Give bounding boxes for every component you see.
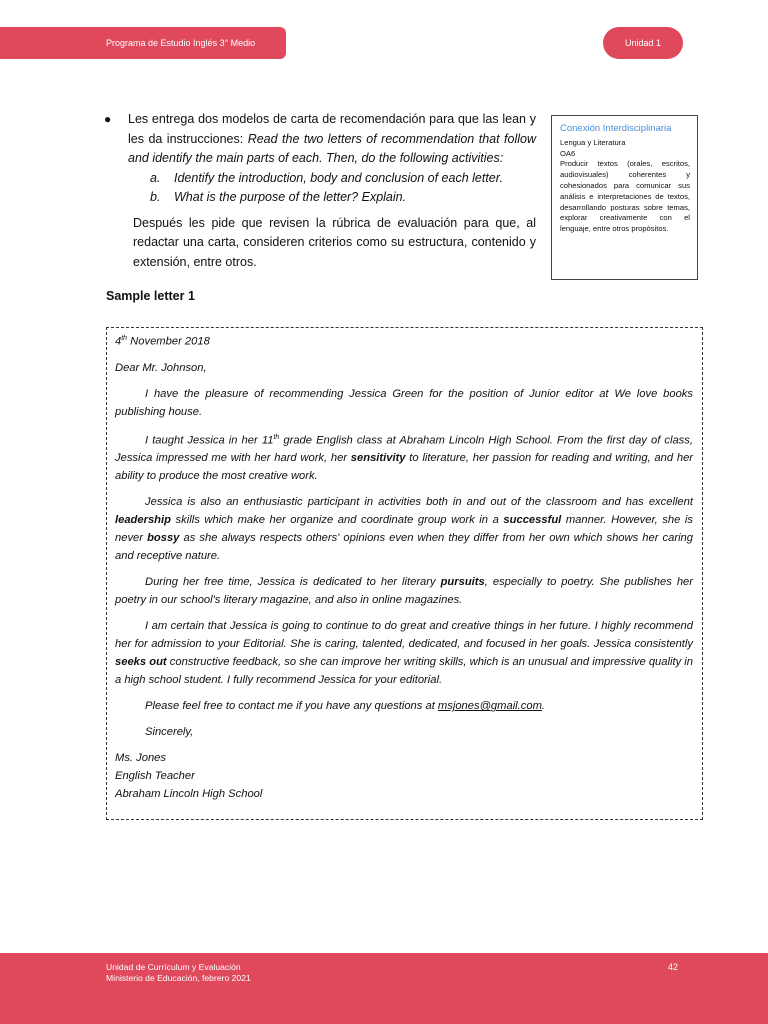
bullet-icon: ● (104, 112, 112, 126)
text-span: skills which make her organize and coordinate group work in a (170, 514, 504, 527)
vocab-word: leadership (115, 514, 171, 527)
box-description: Producir textos (orales, escritos, audiovisuales) coherentes y cohesionados para comunicar sus análisis e interpretaciones de textos, desarrollando posturas sobre temas, explorar creativamente con el lenguaje, entre otros propósitos. (560, 159, 690, 234)
text-span: as she always respects others' opinions even when they differ from her own which shows her caring and receptive nature. (115, 532, 693, 563)
intro-bullet (104, 110, 536, 169)
box-code: OA6 (560, 148, 576, 158)
signature-school: Abraham Lincoln High School (115, 788, 263, 801)
letter-closing: Sincerely, (145, 726, 194, 739)
vocab-word: pursuits (440, 576, 485, 589)
text-span: grade English class at Abraham Lincoln High School. From the first day of class, Jessica impressed me with her hard work, her (115, 434, 693, 465)
bullet-instructions: Read the two letters of recommendation that follow and identify the main parts of each. Then, do the following activities: (128, 131, 536, 165)
text-span: Please feel free to contact me if you have any questions at (145, 700, 438, 713)
sample-letter-box (106, 327, 703, 820)
text-span: constructive feedback, so she can improve her writing skills, which is an unusual and impressive quality in a high school student. I fully recommend Jessica for your editorial. (115, 656, 693, 687)
vocab-word: sensitivity (350, 452, 406, 465)
activity-item-a (104, 169, 536, 189)
activity-letter: b. (150, 190, 161, 204)
text-span: . (541, 700, 546, 713)
vocab-word: successful (503, 514, 562, 527)
grade-suffix: th (273, 433, 280, 441)
footer-line-2: Ministerio de Educación, febrero 2021 (106, 973, 251, 983)
activity-item-b (104, 188, 536, 208)
date-rest: November 2018 (127, 335, 210, 348)
page-footer (0, 953, 768, 1024)
email-link[interactable]: msjones@gmail.com (437, 700, 542, 713)
letter-paragraph-1: I have the pleasure of recommending Jessica Green for the position of Junior editor at We love books publishing house. (115, 387, 693, 418)
page-number: 42 (668, 962, 679, 972)
intro-section (104, 110, 536, 272)
letter-date (115, 330, 693, 351)
footer-organization (106, 962, 251, 984)
letter-paragraph-5 (115, 617, 693, 689)
activity-letter: a. (150, 170, 161, 185)
text-span: I taught Jessica in her 11 (145, 434, 274, 447)
unit-label: Unidad 1 (624, 38, 662, 48)
letter-paragraph-4 (115, 573, 693, 609)
letter-paragraph-2 (115, 429, 693, 486)
vocab-word: seeks out (115, 656, 167, 669)
text-span: Jessica is also an enthusiastic participant in activities both in and out of the classroom and has excellent (145, 496, 693, 509)
intro-after-text: Después les pide que revisen la rúbrica de evaluación para que, al redactar una carta, consideren criterios como su estructura, contenido y extensión, entre otros. (133, 215, 536, 269)
box-title: Conexión Interdisciplinaria (560, 123, 672, 134)
date-suffix: th (121, 335, 128, 342)
signature-role: English Teacher (115, 770, 195, 783)
interdisciplinary-box (551, 115, 698, 280)
date-day: 4 (115, 335, 122, 348)
header-program-title: Programa de Estudio Inglés 3° Medio (106, 38, 256, 48)
bullet-text: Les entrega dos modelos de carta de recomendación para que las lean y les da instrucciones: (128, 112, 536, 146)
activity-text: What is the purpose of the letter? Explain. (174, 190, 407, 204)
vocab-word: bossy (147, 532, 180, 545)
text-span: to literature, her passion for reading and writing, and her ability to produce the most creative work. (115, 452, 694, 483)
box-subject: Lengua y Literatura (560, 137, 626, 147)
text-span: I am certain that Jessica is going to continue to do great and creative things in her future. I highly recommend her for admission to your Editorial. She is caring, talented, dedicated, and focused in her goals. Jessica consistently (115, 620, 693, 651)
header-program-bar (0, 27, 286, 59)
letter-paragraph-6 (115, 697, 693, 715)
unit-badge (603, 27, 683, 59)
signature-name: Ms. Jones (115, 752, 166, 765)
activity-text: Identify the introduction, body and conclusion of each letter. (174, 170, 503, 185)
letter-paragraph-3 (115, 493, 693, 565)
sample-letter-title: Sample letter 1 (106, 289, 195, 303)
text-span: During her free time, Jessica is dedicated to her literary (145, 576, 441, 589)
text-span: , especially to poetry. She publishes her poetry in our school's literary magazine, and also in online magazines. (115, 576, 693, 607)
letter-salutation: Dear Mr. Johnson, (115, 361, 207, 374)
text-span: manner. However, she is never (115, 514, 694, 545)
footer-line-1: Unidad de Currículum y Evaluación (106, 962, 241, 972)
